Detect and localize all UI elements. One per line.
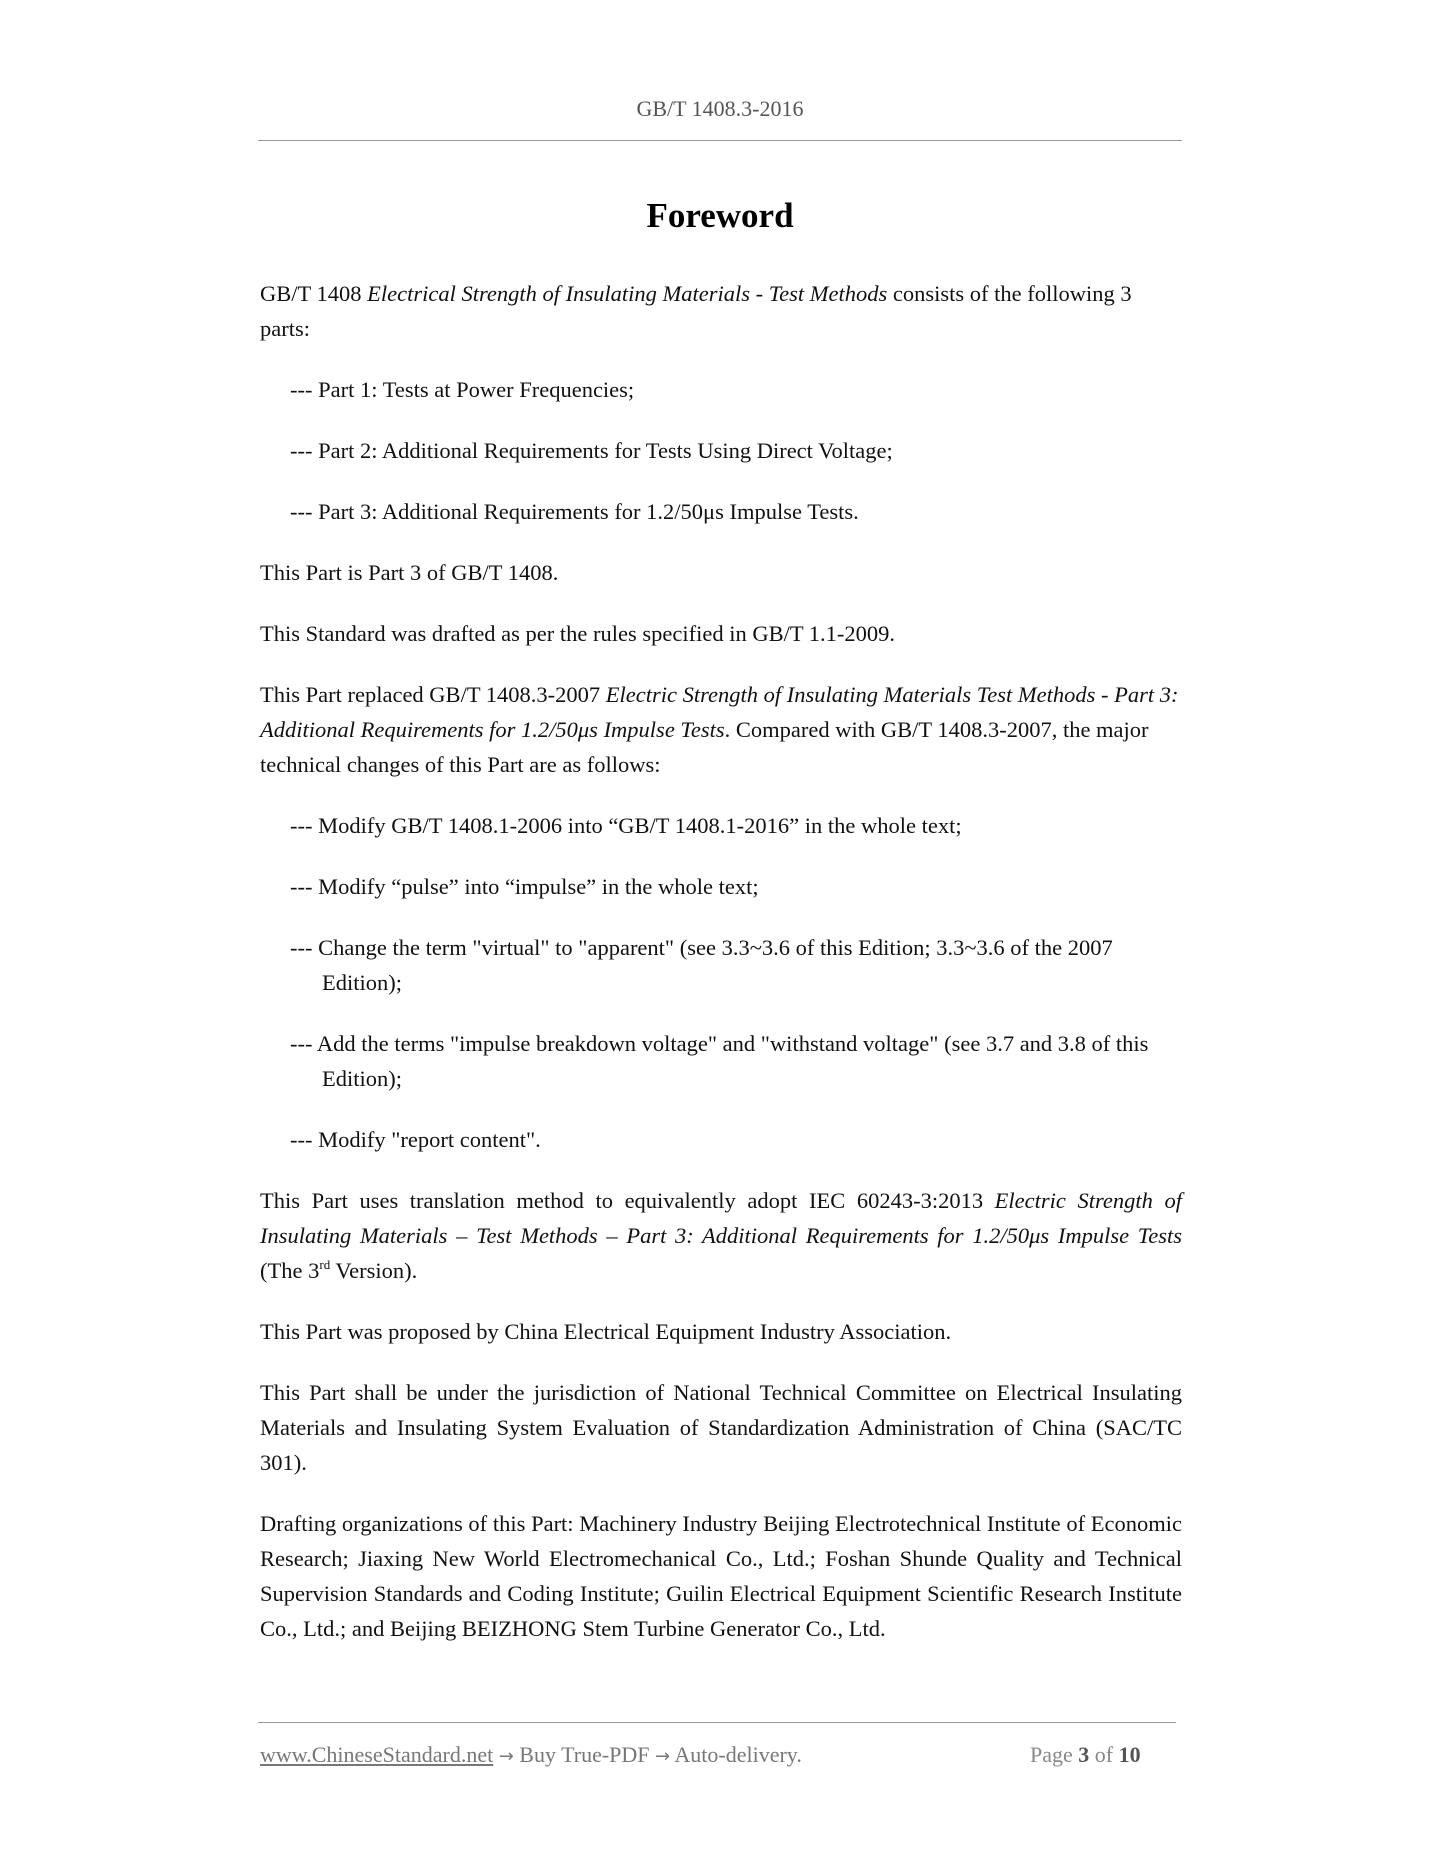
standard-title: Electrical Strength of Insulating Materials - Test Methods (367, 281, 888, 306)
paragraph-adoption (260, 1183, 1182, 1288)
text: GB/T 1408 (260, 281, 368, 306)
page-total: 10 (1118, 1742, 1141, 1767)
header-divider (258, 140, 1182, 141)
page-number: 3 (1078, 1742, 1090, 1767)
standard-title: Electric Strength of Insulating Materials Test Methods - Part 3: Additional Requirements for 1.2/50μs Impulse Tests (260, 682, 1179, 742)
paragraph: This Part is Part 3 of GB/T 1408. (260, 560, 559, 585)
arrow-right-icon: → (498, 1746, 514, 1767)
text: (The 3 (260, 1258, 320, 1283)
part-list-item: --- Part 2: Additional Requirements for Tests Using Direct Voltage; (290, 438, 893, 463)
text: consists of the following 3 parts: (260, 281, 1132, 341)
part-list-item: --- Part 3: Additional Requirements for 1.2/50μs Impulse Tests. (290, 499, 859, 524)
footer-promo (260, 1742, 802, 1768)
part-list-item: --- Part 1: Tests at Power Frequencies; (290, 377, 635, 402)
paragraph-replacement (260, 677, 1182, 782)
text: This Part replaced GB/T 1408.3-2007 (260, 682, 606, 707)
page-title: Foreword (646, 196, 794, 235)
change-list-item: --- Change the term "virtual" to "apparent" (see 3.3~3.6 of this Edition; 3.3~3.6 of the 2007 Edition); (290, 935, 1113, 995)
page-of-label: of (1089, 1742, 1119, 1767)
site-link[interactable]: www.ChineseStandard.net (260, 1742, 494, 1767)
paragraph: This Part shall be under the jurisdiction of National Technical Committee on Electrical Insulating Materials and Insulating System Evaluation of Standardization Administration of China (SAC/TC 301). (260, 1380, 1182, 1475)
change-list-item: --- Add the terms "impulse breakdown voltage" and "withstand voltage" (see 3.7 and 3.8 of this Edition); (290, 1031, 1149, 1091)
text: This Part uses translation method to equivalently adopt IEC 60243-3:2013 (260, 1188, 995, 1213)
change-list-item: --- Modify “pulse” into “impulse” in the whole text; (290, 874, 759, 899)
document-body (260, 276, 1182, 1672)
paragraph: This Standard was drafted as per the rules specified in GB/T 1.1-2009. (260, 621, 896, 646)
footer-divider (258, 1722, 1176, 1723)
change-list-item: --- Modify GB/T 1408.1-2006 into “GB/T 1408.1-2016” in the whole text; (290, 813, 962, 838)
change-list-item: --- Modify "report content". (290, 1127, 541, 1152)
standard-title: Electric Strength of Insulating Materials – Test Methods – Part 3: Additional Requirements for 1.2/50μs Impulse Tests (260, 1188, 1182, 1248)
superscript: rd (319, 1256, 331, 1272)
paragraph: This Part was proposed by China Electrical Equipment Industry Association. (260, 1319, 952, 1344)
running-header: GB/T 1408.3-2016 (636, 96, 804, 121)
arrow-right-icon: → (655, 1746, 671, 1767)
page-indicator (1030, 1742, 1141, 1768)
text: Version). (330, 1258, 418, 1283)
page-label: Page (1030, 1742, 1079, 1767)
paragraph-intro (260, 276, 1182, 346)
text: . Compared with GB/T 1408.3-2007, the major technical changes of this Part are as follows: (260, 717, 1149, 777)
footer-text: Buy True-PDF (513, 1742, 656, 1767)
footer-text: Auto-delivery. (670, 1742, 802, 1767)
paragraph: Drafting organizations of this Part: Machinery Industry Beijing Electrotechnical Institute of Economic Research; Jiaxing New World Electromechanical Co., Ltd.; Foshan Shunde Quality and Technical Supervision Standards and Coding Institute; Guilin Electrical Equipment Scientific Research Institute Co., Ltd.; and Beijing BEIZHONG Stem Turbine Generator Co., Ltd. (260, 1511, 1182, 1641)
